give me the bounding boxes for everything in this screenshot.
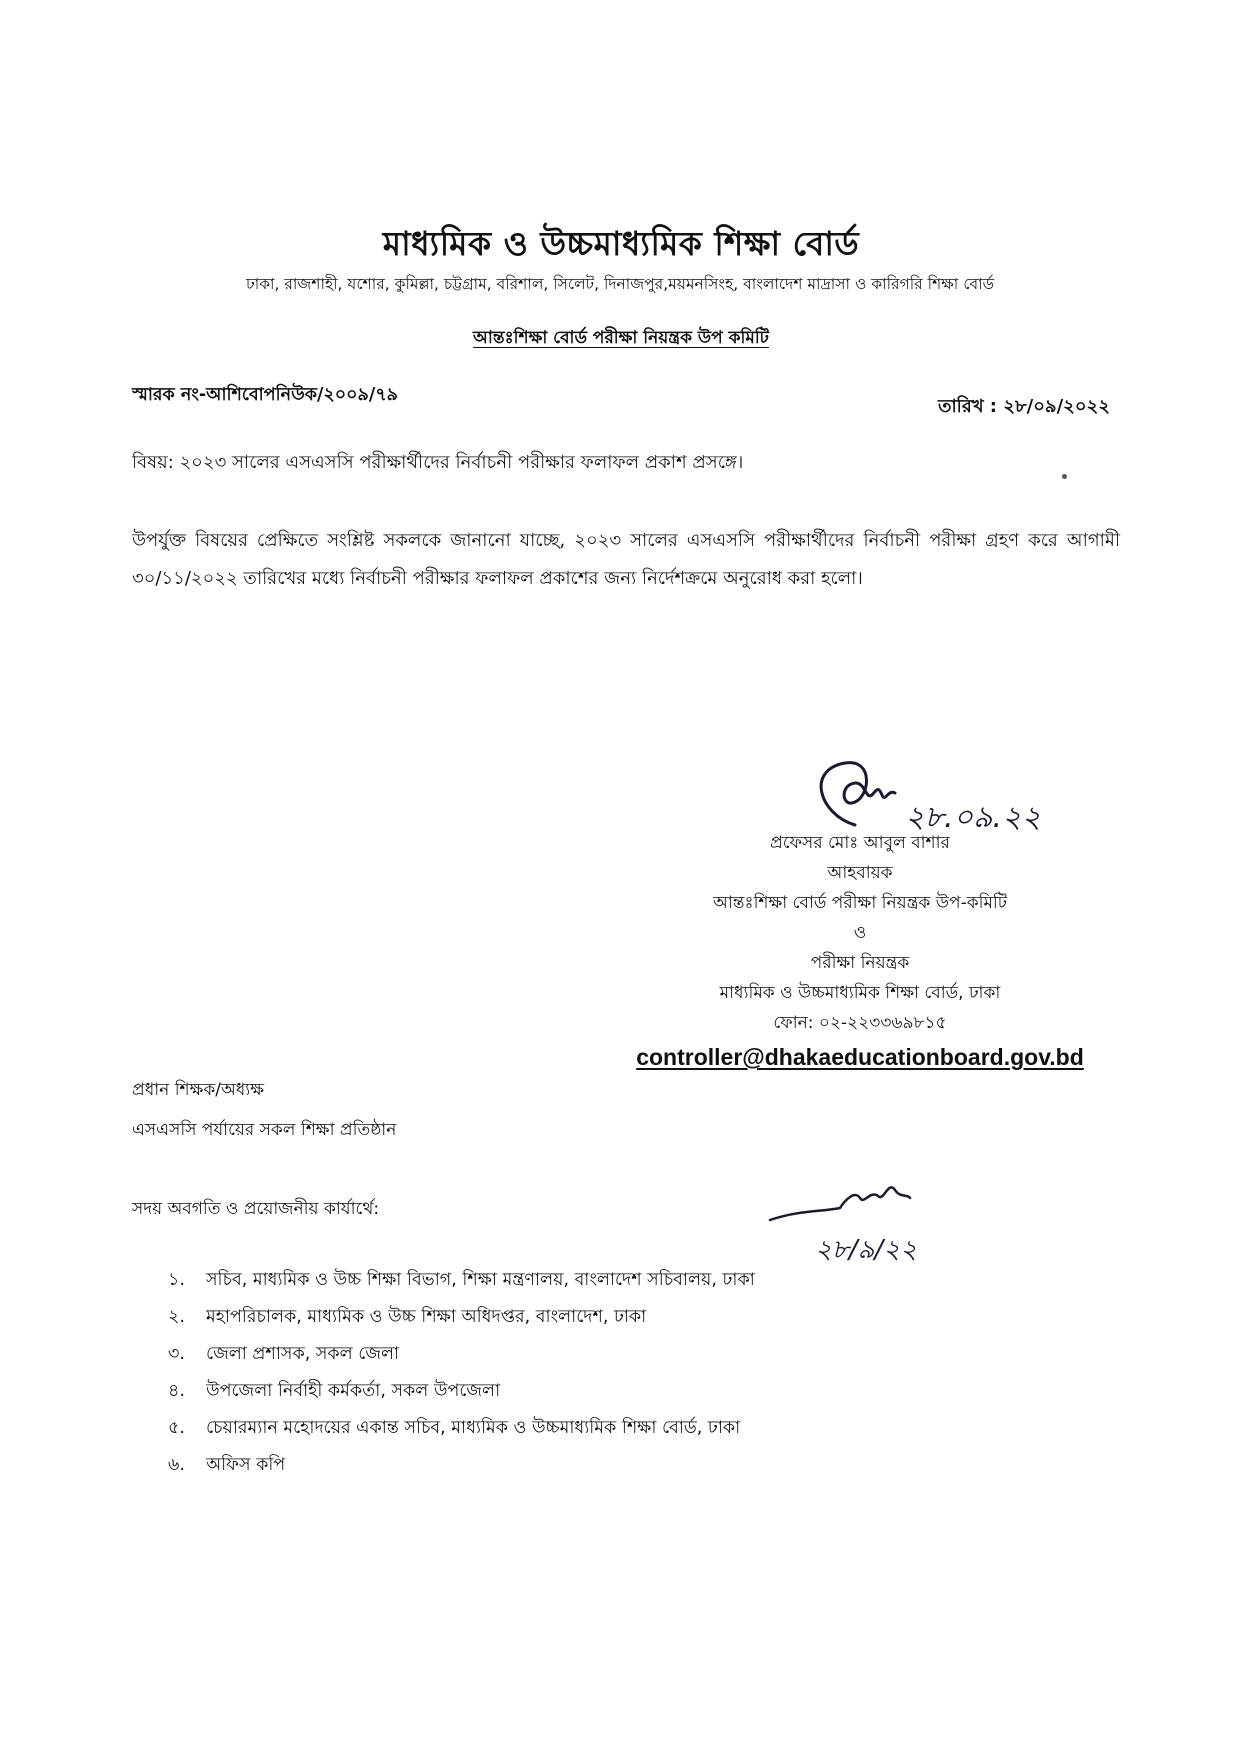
signatory-board: মাধ্যমিক ও উচ্চমাধ্যমিক শিক্ষা বোর্ড, ঢাকা [719,983,1001,1003]
copy-list [168,1262,755,1484]
signature-stroke [821,763,895,825]
ink-speck [1062,474,1067,479]
list-item: ৬. অফিস কপি [168,1455,286,1475]
memo-reference: স্মারক নং-আশিবোপনিউক/২০০৯/৭৯ [132,385,398,405]
signatory-committee: আন্তঃশিক্ষা বোর্ড পরীক্ষা নিয়ন্ত্রক উপ-কমিটি [712,893,1008,913]
recipient-line-1: প্রধান শিক্ষক/অধ্যক্ষ [132,1080,264,1100]
signatory-and: ও [853,923,867,943]
list-item: ১. সচিব, মাধ্যমিক ও উচ্চ শিক্ষা বিভাগ, শিক্ষা মন্ত্রণালয়, বাংলাদেশ সচিবালয়, ঢাকা [168,1270,755,1290]
signatory-role: পরীক্ষা নিয়ন্ত্রক [810,953,910,973]
board-list: ঢাকা, রাজশাহী, যশোর, কুমিল্লা, চট্টগ্রাম, বরিশাল, সিলেট, দিনাজপুর,ময়মনসিংহ, বাংলাদেশ মাদ্রাসা ও কারিগরি শিক্ষা বোর্ড [245,275,995,293]
signature-block [600,828,1120,1072]
handwritten-signature [800,755,1100,835]
signatory-name: প্রফেসর মোঃ আবুল বাশার [770,833,950,853]
list-item: ৪. উপজেলা নির্বাহী কর্মকর্তা, সকল উপজেলা [168,1381,501,1401]
committee-heading-text: আন্তঃশিক্ষা বোর্ড পরীক্ষা নিয়ন্ত্রক উপ কমিটি [473,328,769,348]
signatory-title: আহবায়ক [827,863,893,883]
memo-date: তারিখ : ২৮/০৯/২০২২ [937,396,1110,417]
list-item: ৫. চেয়ারম্যান মহোদয়ের একান্ত সচিব, মাধ্যমিক ও উচ্চমাধ্যমিক শিক্ষা বোর্ড, ঢাকা [168,1418,741,1438]
copy-title: সদয় অবগতি ও প্রয়োজনীয় কার্যার্থে: [132,1199,380,1219]
list-item: ৩. জেলা প্রশাসক, সকল জেলা [168,1344,400,1364]
recipient-block [132,1070,396,1150]
committee-heading [0,325,1242,353]
board-title: মাধ্যমিক ও উচ্চমাধ্যমিক শিক্ষা বোর্ড [382,224,860,263]
handwritten-initials [760,1160,960,1270]
body-paragraph: উপর্যুক্ত বিষয়ের প্রেক্ষিতে সংশ্লিষ্ট সকলকে জানানো যাচ্ছে, ২০২৩ সালের এসএসসি পরীক্ষার্থীদের নির্বাচনী পরীক্ষা গ্রহণ করে আগামী ৩০/১১/২০২২ তারিখের মধ্যে নির্বাচনী পরীক্ষার ফলাফল প্রকাশের জন্য নির্দেশক্রমে অনুরোধ করা হলো। [132,530,1120,589]
recipient-line-2: এসএসসি পর্যায়ের সকল শিক্ষা প্রতিষ্ঠান [132,1120,397,1140]
list-item: ২. মহাপরিচালক, মাধ্যমিক ও উচ্চ শিক্ষা অধিদপ্তর, বাংলাদেশ, ঢাকা [168,1307,647,1327]
signatory-phone: ফোন: ০২-২২৩৩৬৯৮১৫ [773,1013,947,1033]
signature-date: ২৮.০৯.২২ [905,800,1042,835]
subject-line: বিষয়: ২০২৩ সালের এসএসসি পরীক্ষার্থীদের নির্বাচনী পরীক্ষার ফলাফল প্রকাশ প্রসঙ্গে। [132,452,744,473]
initials-date: ২৮/৯/২২ [815,1235,917,1265]
initials-stroke [770,1187,910,1220]
signatory-email[interactable]: controller@dhakaeducationboard.gov.bd [636,1044,1084,1070]
